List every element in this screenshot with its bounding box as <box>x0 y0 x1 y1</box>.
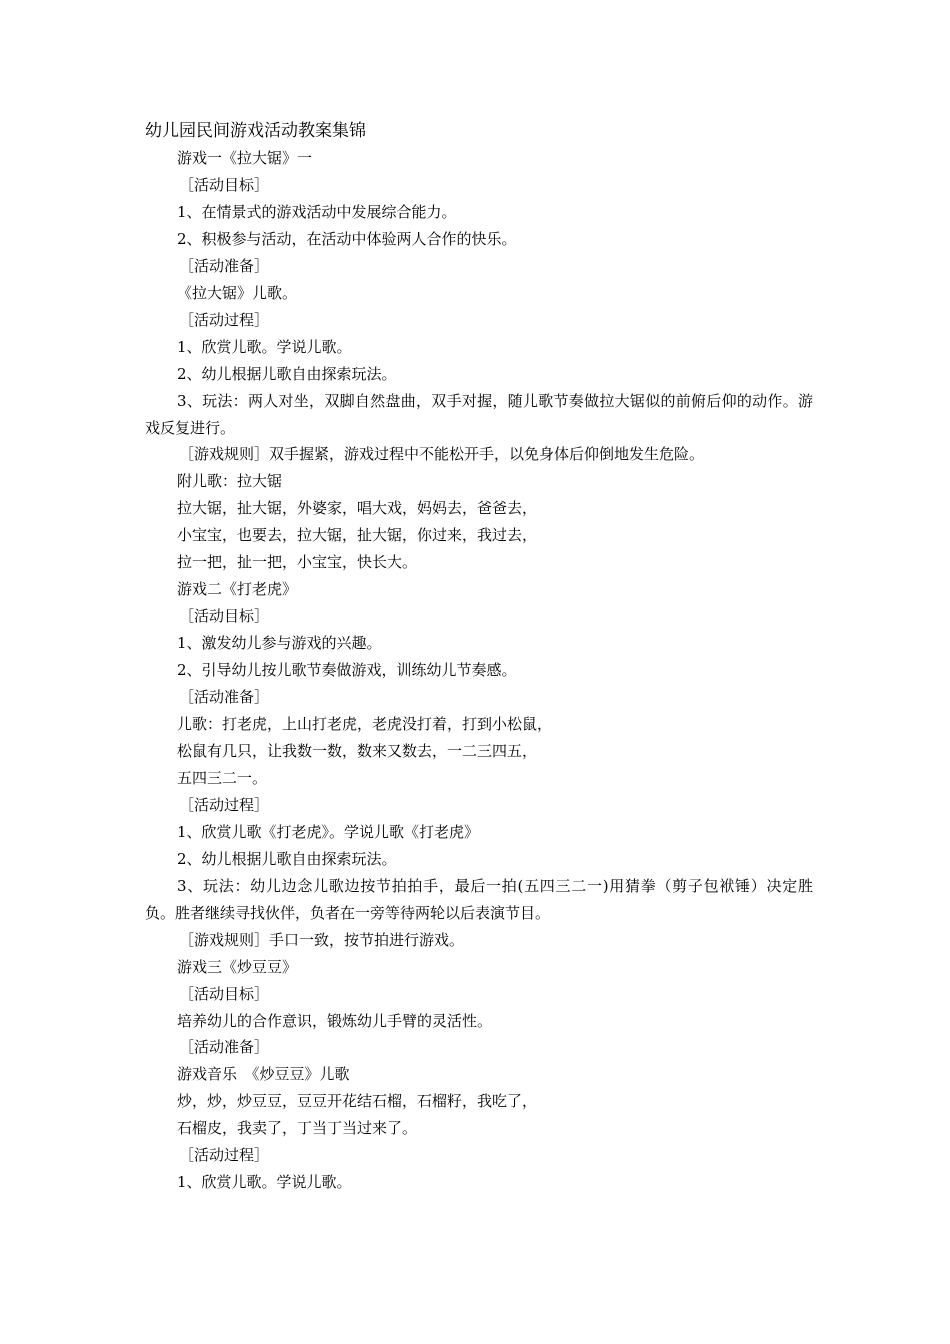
document-line: 3、玩法：两人对坐，双脚自然盘曲，双手对握，随儿歌节奏做拉大锯似的前俯后仰的动作。游戏反复进行。 <box>145 391 813 437</box>
document-line: ［活动准备］ <box>179 1038 270 1057</box>
document-line: 炒，炒，炒豆豆，豆豆开花结石榴，石榴籽，我吃了， <box>177 1092 538 1111</box>
document-line: 拉一把，扯一把，小宝宝，快长大。 <box>177 553 418 572</box>
document-line: 1、欣赏儿歌。学说儿歌。 <box>177 337 352 356</box>
document-line: 五四三二一。 <box>177 768 268 787</box>
document-line: ［活动准备］ <box>179 688 270 707</box>
document-line: 石榴皮，我卖了，丁当丁当过来了。 <box>177 1119 418 1138</box>
document-line: ［活动准备］ <box>179 256 270 275</box>
document-line: ［活动过程］ <box>179 310 270 329</box>
document-lines <box>145 145 813 1196</box>
document-line: 3、玩法：幼儿边念儿歌边按节拍拍手，最后一拍(五四三二一)用猜拳（剪子包袱锤）决定胜负。胜者继续寻找伙伴，负者在一旁等待两轮以后表演节目。 <box>145 876 813 922</box>
document-line: ［游戏规则］手口一致，按节拍进行游戏。 <box>179 930 465 949</box>
document-line: 《拉大锯》儿歌。 <box>177 283 298 302</box>
document-line: 松鼠有几只，让我数一数，数来又数去，一二三四五， <box>177 741 538 760</box>
document-line: 2、引导幼儿按儿歌节奏做游戏，训练幼儿节奏感。 <box>177 661 517 680</box>
document-body <box>145 117 813 1196</box>
document-line: 1、在情景式的游戏活动中发展综合能力。 <box>177 202 457 221</box>
document-line: 游戏音乐 《炒豆豆》儿歌 <box>177 1065 350 1084</box>
document-line: ［游戏规则］双手握紧，游戏过程中不能松开手，以免身体后仰倒地发生危险。 <box>179 445 705 464</box>
document-title: 幼儿园民间游戏活动教案集锦 <box>145 121 366 141</box>
document-line: 游戏一《拉大锯》一 <box>177 149 313 167</box>
document-line: 拉大锯，扯大锯，外婆家，唱大戏，妈妈去，爸爸去， <box>177 499 538 518</box>
document-line: ［活动过程］ <box>179 795 270 814</box>
document-line: ［活动目标］ <box>179 175 270 194</box>
document-line: 游戏三《炒豆豆》 <box>177 957 298 976</box>
document-line: 儿歌：打老虎，上山打老虎，老虎没打着，打到小松鼠， <box>177 715 553 734</box>
document-line: ［活动目标］ <box>179 607 270 626</box>
document-line: 1、欣赏儿歌。学说儿歌。 <box>177 1173 352 1192</box>
document-line: 小宝宝，也要去，拉大锯，扯大锯，你过来，我过去， <box>177 526 538 545</box>
document-line: 2、幼儿根据儿歌自由探索玩法。 <box>177 849 397 868</box>
document-line: 培养幼儿的合作意识，锻炼幼儿手臂的灵活性。 <box>177 1011 493 1030</box>
document-line: 1、欣赏儿歌《打老虎》。学说儿歌《打老虎》 <box>177 822 480 841</box>
document-line: 附儿歌：拉大锯 <box>177 472 283 491</box>
document-line: 1、激发幼儿参与游戏的兴趣。 <box>177 634 382 653</box>
document-line: 游戏二《打老虎》 <box>177 580 298 599</box>
document-line: ［活动目标］ <box>179 984 270 1003</box>
document-line: 2、幼儿根据儿歌自由探索玩法。 <box>177 364 397 383</box>
document-line: ［活动过程］ <box>179 1146 270 1165</box>
document-line: 2、积极参与活动，在活动中体验两人合作的快乐。 <box>177 229 517 248</box>
